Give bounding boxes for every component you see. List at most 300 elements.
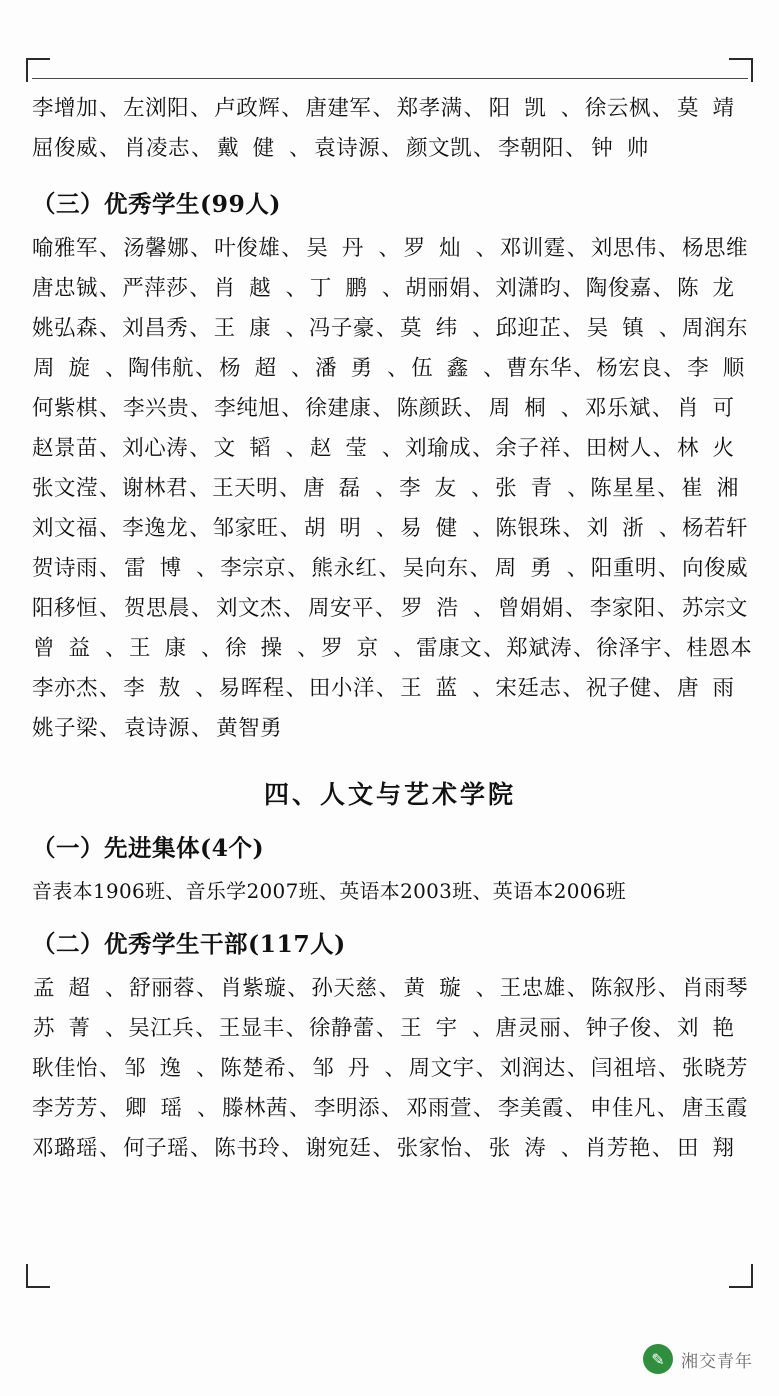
name-separator: 、 — [566, 556, 589, 581]
name-separator: 、 — [469, 556, 492, 581]
name-separator: 、 — [190, 236, 213, 261]
name-cell — [220, 549, 310, 589]
name-cell — [309, 429, 405, 469]
name-separator: 、 — [282, 596, 305, 621]
person-name: 孟超 — [33, 976, 105, 1001]
name-separator: 、 — [381, 136, 404, 161]
person-name: 李明添 — [313, 1096, 380, 1121]
name-separator: 、 — [652, 1016, 675, 1041]
person-name: 阳重明 — [590, 556, 657, 581]
name-separator: 、 — [566, 976, 589, 1001]
name-separator: 、 — [99, 556, 122, 581]
person-name: 李美霞 — [497, 1096, 564, 1121]
name-separator: 、 — [279, 516, 302, 541]
name-cell — [590, 129, 662, 169]
name-separator: 、 — [195, 356, 218, 381]
name-separator: 、 — [287, 1056, 310, 1081]
name-cell — [398, 469, 494, 509]
name-cell — [494, 469, 590, 509]
name-separator: 、 — [375, 676, 398, 701]
top-name-list — [32, 89, 748, 169]
name-cell — [676, 669, 748, 709]
name-cell — [213, 509, 303, 549]
person-name: 耿佳怡 — [32, 1056, 99, 1081]
name-cell — [495, 309, 585, 349]
name-cell — [676, 89, 748, 129]
name-separator: 、 — [99, 136, 122, 161]
name-separator: 、 — [197, 1096, 220, 1121]
name-cell — [397, 89, 487, 129]
person-name: 严萍莎 — [122, 276, 189, 301]
name-cell — [305, 229, 401, 269]
person-name: 李友 — [399, 476, 471, 501]
name-cell — [216, 589, 306, 629]
person-name: 丁鹏 — [309, 276, 381, 301]
name-separator: 、 — [288, 1096, 311, 1121]
person-name: 林火 — [676, 436, 748, 461]
name-separator: 、 — [99, 276, 122, 301]
name-separator: 、 — [663, 636, 686, 661]
name-separator: 、 — [195, 1016, 218, 1041]
name-cell — [123, 1129, 213, 1169]
person-name: 莫纬 — [400, 316, 472, 341]
name-cell — [676, 389, 748, 429]
name-separator: 、 — [191, 136, 214, 161]
name-cell — [124, 589, 214, 629]
name-separator: 、 — [473, 136, 496, 161]
name-cell — [399, 509, 495, 549]
person-name: 陈星星 — [590, 476, 657, 501]
name-cell — [676, 1009, 748, 1049]
person-name: 周勇 — [494, 556, 566, 581]
name-cell — [682, 969, 748, 1009]
name-cell — [123, 89, 213, 129]
name-cell — [32, 309, 122, 349]
name-separator: 、 — [285, 316, 308, 341]
person-name: 曹东华 — [506, 356, 573, 381]
person-name: 黄智勇 — [216, 716, 283, 741]
name-separator: 、 — [471, 476, 494, 501]
name-separator: 、 — [285, 436, 308, 461]
name-separator: 、 — [562, 436, 585, 461]
name-separator: 、 — [566, 1056, 589, 1081]
name-cell — [495, 429, 585, 469]
person-name: 李增加 — [32, 96, 99, 121]
name-cell — [399, 309, 495, 349]
name-cell — [218, 349, 314, 389]
name-separator: 、 — [657, 236, 680, 261]
person-name: 李家阳 — [589, 596, 656, 621]
name-cell — [590, 589, 680, 629]
name-cell — [498, 1089, 588, 1129]
person-name: 郑斌涛 — [506, 636, 573, 661]
person-name: 文韬 — [213, 436, 285, 461]
name-cell — [682, 1089, 748, 1129]
name-cell — [590, 1089, 680, 1129]
name-separator: 、 — [562, 1016, 585, 1041]
name-cell — [682, 589, 748, 629]
name-separator: 、 — [375, 316, 398, 341]
name-separator: 、 — [657, 476, 680, 501]
person-name: 孙天慈 — [311, 976, 378, 1001]
name-cell — [591, 969, 681, 1009]
name-cell — [32, 429, 122, 469]
person-name: 邓璐瑶 — [32, 1136, 99, 1161]
name-separator: 、 — [472, 1096, 495, 1121]
person-name: 阳移恒 — [32, 596, 99, 621]
name-cell — [122, 309, 212, 349]
name-separator: 、 — [657, 1056, 680, 1081]
name-cell — [682, 549, 748, 589]
name-cell — [397, 389, 487, 429]
person-name: 陈银珠 — [495, 516, 562, 541]
person-name: 唐磊 — [303, 476, 375, 501]
name-cell — [32, 669, 122, 709]
name-separator: 、 — [472, 1016, 495, 1041]
person-name: 徐云枫 — [584, 96, 651, 121]
name-cell — [403, 229, 499, 269]
name-cell — [586, 309, 682, 349]
name-separator: 、 — [375, 1016, 398, 1041]
name-separator: 、 — [99, 436, 122, 461]
person-name: 余子祥 — [495, 436, 562, 461]
name-separator: 、 — [285, 1016, 308, 1041]
person-name: 雷博 — [124, 556, 196, 581]
person-name: 肖雨琴 — [681, 976, 748, 1001]
name-cell — [676, 429, 748, 469]
person-name: 陈龙 — [676, 276, 748, 301]
person-name: 李亦杰 — [32, 676, 99, 701]
name-cell — [213, 269, 309, 309]
name-separator: 、 — [99, 596, 122, 621]
name-cell — [32, 1009, 128, 1049]
person-name: 袁诗源 — [124, 716, 191, 741]
person-name: 谢林君 — [122, 476, 189, 501]
name-cell — [400, 589, 496, 629]
person-name: 阳凯 — [488, 96, 560, 121]
person-name: 陶俊嘉 — [585, 276, 652, 301]
name-cell — [416, 629, 506, 669]
name-cell — [32, 969, 128, 1009]
name-separator: 、 — [483, 636, 506, 661]
name-separator: 、 — [99, 1136, 122, 1161]
name-cell — [122, 469, 212, 509]
person-name: 戴健 — [217, 136, 289, 161]
person-name: 吴江兵 — [128, 1016, 195, 1041]
person-name: 周桐 — [488, 396, 560, 421]
name-cell — [314, 349, 410, 389]
name-cell — [399, 669, 495, 709]
person-name: 何子瑶 — [123, 1136, 190, 1161]
person-name: 李纯旭 — [214, 396, 281, 421]
person-name: 黄璇 — [403, 976, 475, 1001]
name-separator: 、 — [560, 1136, 583, 1161]
person-name: 刘浙 — [586, 516, 658, 541]
name-cell — [309, 269, 405, 309]
name-row — [32, 1129, 748, 1169]
name-cell — [309, 309, 399, 349]
name-separator: 、 — [287, 976, 310, 1001]
name-separator: 、 — [189, 276, 212, 301]
name-separator: 、 — [375, 476, 398, 501]
person-name: 何紫棋 — [32, 396, 99, 421]
name-cell — [682, 309, 748, 349]
name-separator: 、 — [190, 1136, 213, 1161]
name-cell — [676, 269, 748, 309]
name-cell — [585, 1129, 675, 1169]
person-name: 陈书玲 — [214, 1136, 281, 1161]
name-separator: 、 — [378, 556, 401, 581]
person-name: 田树人 — [585, 436, 652, 461]
name-separator: 、 — [463, 96, 486, 121]
person-name: 邹家旺 — [212, 516, 279, 541]
name-separator: 、 — [99, 236, 122, 261]
name-cell — [309, 1009, 399, 1049]
person-name: 陈楚希 — [220, 1056, 287, 1081]
name-separator: 、 — [652, 276, 675, 301]
name-cell — [124, 129, 214, 169]
person-name: 闫祖培 — [590, 1056, 657, 1081]
person-name: 冯子豪 — [308, 316, 375, 341]
person-name: 刘艳 — [676, 1016, 748, 1041]
person-name: 祝子健 — [585, 676, 652, 701]
name-separator: 、 — [463, 396, 486, 421]
name-cell — [488, 1129, 584, 1169]
name-separator: 、 — [279, 476, 302, 501]
name-separator: 、 — [658, 316, 681, 341]
person-name: 陈颜跃 — [396, 396, 463, 421]
person-name: 徐建康 — [305, 396, 372, 421]
heading-excellent-students: （三）优秀学生(99人) — [32, 190, 281, 218]
name-separator: 、 — [105, 1016, 128, 1041]
person-name: 杨超 — [219, 356, 291, 381]
name-separator: 、 — [472, 316, 495, 341]
name-cell — [32, 469, 122, 509]
name-cell — [129, 969, 219, 1009]
name-separator: 、 — [562, 676, 585, 701]
person-name: 叶俊雄 — [214, 236, 281, 261]
name-row — [32, 549, 748, 589]
name-cell — [32, 709, 122, 749]
name-separator: 、 — [378, 236, 401, 261]
person-name: 肖越 — [213, 276, 285, 301]
name-cell — [303, 509, 399, 549]
name-separator: 、 — [201, 636, 224, 661]
document-content — [32, 78, 759, 1169]
name-separator: 、 — [281, 1136, 304, 1161]
person-name: 徐泽宇 — [596, 636, 663, 661]
person-name: 邹逸 — [124, 1056, 196, 1081]
name-cell — [680, 469, 752, 509]
name-cell — [32, 389, 122, 429]
name-cell — [214, 389, 304, 429]
name-separator: 、 — [562, 276, 585, 301]
person-name: 张晓芳 — [681, 1056, 748, 1081]
name-separator: 、 — [657, 976, 680, 1001]
name-row — [32, 1049, 748, 1089]
name-cell — [32, 1129, 122, 1169]
person-name: 胡丽娟 — [405, 276, 472, 301]
name-cell — [591, 549, 681, 589]
name-row — [32, 469, 753, 509]
name-separator: 、 — [189, 316, 212, 341]
name-separator: 、 — [99, 676, 122, 701]
person-name: 唐雨 — [676, 676, 748, 701]
name-cell — [591, 229, 681, 269]
name-row — [32, 1089, 748, 1129]
name-cell — [586, 1009, 676, 1049]
name-separator: 、 — [375, 516, 398, 541]
person-name: 易晖程 — [218, 676, 285, 701]
person-name: 陶伟航 — [128, 356, 195, 381]
name-separator: 、 — [566, 236, 589, 261]
name-separator: 、 — [475, 976, 498, 1001]
name-separator: 、 — [105, 976, 128, 1001]
name-separator: 、 — [281, 96, 304, 121]
person-name: 钟帅 — [591, 136, 663, 161]
person-name: 吴向东 — [402, 556, 469, 581]
name-separator: 、 — [99, 476, 122, 501]
person-name: 刘心涛 — [122, 436, 189, 461]
person-name: 姚子梁 — [32, 716, 99, 741]
name-separator: 、 — [657, 556, 680, 581]
name-separator: 、 — [656, 596, 679, 621]
name-cell — [498, 129, 588, 169]
person-name: 屈俊威 — [32, 136, 99, 161]
person-name: 舒丽蓉 — [129, 976, 196, 1001]
person-name: 王康 — [129, 636, 201, 661]
name-row — [32, 89, 748, 129]
name-separator: 、 — [472, 676, 495, 701]
person-name: 周旋 — [33, 356, 105, 381]
person-name: 苏菁 — [33, 1016, 105, 1041]
name-separator: 、 — [475, 1056, 498, 1081]
name-cell — [586, 429, 676, 469]
person-name: 陈叙彤 — [590, 976, 657, 1001]
name-cell — [405, 429, 495, 469]
name-cell — [220, 1049, 310, 1089]
name-cell — [224, 629, 320, 669]
person-name: 唐玉霞 — [681, 1096, 748, 1121]
name-separator: 、 — [562, 316, 585, 341]
name-cell — [311, 549, 401, 589]
name-cell — [320, 629, 416, 669]
name-cell — [590, 469, 680, 509]
person-name: 王宇 — [400, 1016, 472, 1041]
name-cell — [586, 669, 676, 709]
name-cell — [32, 549, 122, 589]
name-cell — [32, 129, 122, 169]
name-row — [32, 269, 748, 309]
name-cell — [32, 349, 128, 389]
name-separator: 、 — [105, 636, 128, 661]
name-separator: 、 — [105, 356, 128, 381]
name-separator: 、 — [289, 136, 312, 161]
name-separator: 、 — [380, 1096, 403, 1121]
account-name-label: 湘交青年 — [681, 1351, 753, 1372]
name-separator: 、 — [372, 396, 395, 421]
name-separator: 、 — [564, 1096, 587, 1121]
person-name: 张青 — [495, 476, 567, 501]
name-cell — [686, 349, 758, 389]
name-cell — [495, 269, 585, 309]
name-separator: 、 — [189, 516, 212, 541]
person-name: 谢宛廷 — [305, 1136, 372, 1161]
name-separator: 、 — [652, 676, 675, 701]
person-name: 刘潇昀 — [495, 276, 562, 301]
person-name: 苏宗文 — [681, 596, 748, 621]
name-cell — [32, 1089, 122, 1129]
name-separator: 、 — [195, 676, 218, 701]
name-separator: 、 — [564, 596, 587, 621]
name-cell — [586, 269, 676, 309]
name-cell — [123, 1049, 219, 1089]
name-cell — [405, 269, 495, 309]
person-name: 李朝阳 — [498, 136, 565, 161]
person-name: 汤馨娜 — [123, 236, 190, 261]
name-cell — [406, 129, 496, 169]
name-separator: 、 — [656, 1096, 679, 1121]
name-row — [32, 629, 753, 669]
name-separator: 、 — [196, 556, 219, 581]
name-cell — [123, 229, 213, 269]
name-cell — [216, 129, 312, 169]
name-separator: 、 — [387, 356, 410, 381]
heading-advanced-collective: （一）先进集体(4个) — [32, 834, 265, 862]
person-name: 宋廷志 — [495, 676, 562, 701]
person-name: 罗灿 — [403, 236, 475, 261]
person-name: 肖凌志 — [124, 136, 191, 161]
person-name: 徐静蕾 — [308, 1016, 375, 1041]
person-name: 钟子俊 — [585, 1016, 652, 1041]
name-separator: 、 — [99, 1096, 122, 1121]
name-cell — [213, 309, 309, 349]
person-name: 周润东 — [681, 316, 748, 341]
name-cell — [596, 629, 686, 669]
name-cell — [123, 549, 219, 589]
person-name: 王康 — [213, 316, 285, 341]
name-separator: 、 — [381, 276, 404, 301]
name-cell — [32, 589, 122, 629]
name-row — [32, 429, 748, 469]
name-cell — [495, 1009, 585, 1049]
person-name: 刘瑜成 — [405, 436, 472, 461]
name-separator: 、 — [372, 96, 395, 121]
college-heading: 四、人文与艺术学院 — [263, 780, 516, 809]
name-separator: 、 — [191, 596, 214, 621]
name-cell — [32, 89, 122, 129]
account-logo-icon: ✎ — [643, 1344, 673, 1374]
name-cell — [32, 229, 122, 269]
person-name: 肖紫璇 — [220, 976, 287, 1001]
name-separator: 、 — [285, 676, 308, 701]
excellent-student-list — [32, 229, 759, 749]
name-cell — [311, 1049, 407, 1089]
name-row — [32, 669, 748, 709]
name-cell — [302, 469, 398, 509]
person-name: 王忠雄 — [499, 976, 566, 1001]
name-separator: 、 — [189, 476, 212, 501]
person-name: 李敖 — [123, 676, 195, 701]
name-cell — [506, 349, 596, 389]
person-name: 王天明 — [212, 476, 279, 501]
name-separator: 、 — [190, 396, 213, 421]
person-name: 徐操 — [225, 636, 297, 661]
person-name: 邱迎芷 — [495, 316, 562, 341]
name-cell — [212, 469, 302, 509]
name-separator: 、 — [472, 276, 495, 301]
name-row — [32, 229, 748, 269]
